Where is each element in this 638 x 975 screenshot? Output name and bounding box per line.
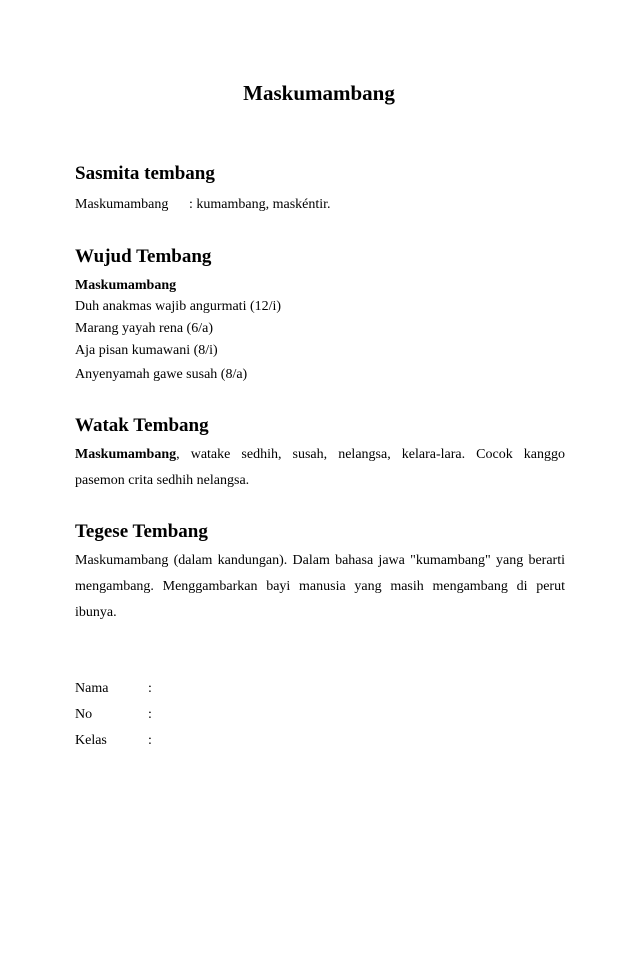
watak-bold-word: Maskumambang: [75, 447, 177, 462]
wujud-line-2: Marang yayah rena (6/a): [75, 321, 213, 336]
wujud-line-1: Duh anakmas wajib angurmati (12/i): [75, 299, 282, 314]
tegese-heading: Tegese Tembang: [75, 521, 208, 542]
watak-heading: Watak Tembang: [75, 415, 209, 436]
sasmita-heading: Sasmita tembang: [75, 163, 215, 184]
watak-paragraph: [75, 442, 565, 494]
form-row-nama: [75, 680, 152, 698]
wujud-line-4: Anyenyamah gawe susah (8/a): [75, 367, 248, 382]
page-title: Maskumambang: [243, 81, 395, 105]
form-label-no: No: [75, 707, 93, 722]
sasmita-label: Maskumambang: [75, 197, 169, 212]
form-row-no: [75, 706, 152, 724]
sasmita-row: [75, 196, 331, 214]
tegese-paragraph: Maskumambang (dalam kandungan). Dalam bahasa jawa "kumambang" yang berarti mengambang. Menggambarkan bayi manusia yang masih mengambang di perut ibunya.: [75, 553, 565, 620]
wujud-line-3: Aja pisan kumawani (8/i): [75, 343, 218, 358]
wujud-heading: Wujud Tembang: [75, 246, 212, 267]
form-sep-no: :: [148, 707, 152, 722]
form-label-kelas: Kelas: [75, 733, 107, 748]
form-sep-nama: :: [148, 681, 152, 696]
wujud-subheading: Maskumambang: [75, 278, 177, 293]
watak-text: , watake sedhih, susah, nelangsa, kelara-lara. Cocok kanggo pasemon crita sedhih nelangsa.: [75, 447, 565, 488]
sasmita-value: : kumambang, maskéntir.: [189, 197, 331, 212]
form-row-kelas: [75, 732, 152, 750]
form-label-nama: Nama: [75, 681, 109, 696]
form-sep-kelas: :: [148, 733, 152, 748]
